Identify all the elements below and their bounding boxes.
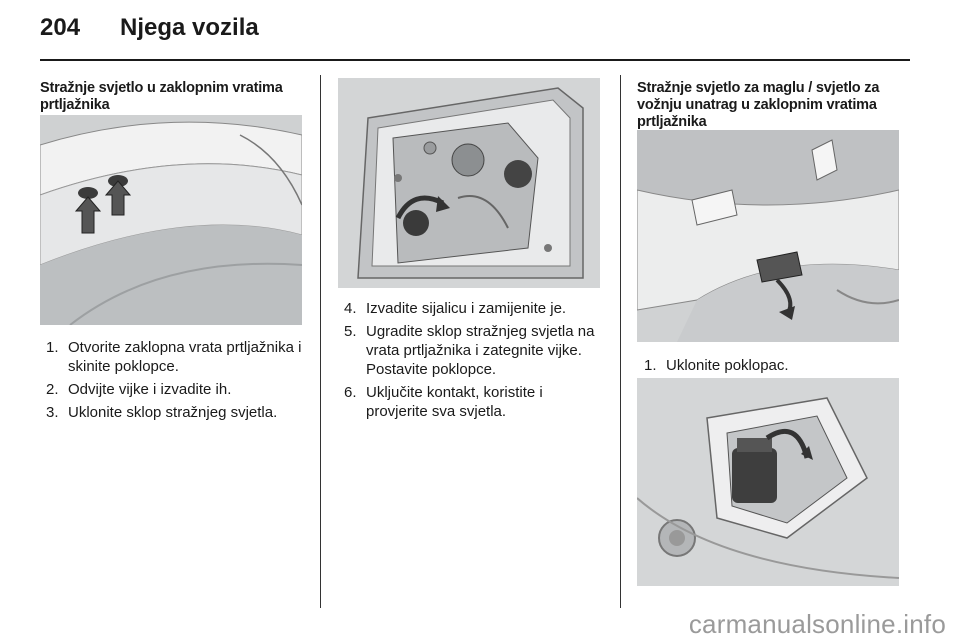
page-header (40, 14, 259, 50)
list-item: 1. Uklonite poklopac. (644, 357, 789, 374)
step-list-column3 (644, 356, 906, 379)
section-heading-fog-reverse-light: Stražnje svjetlo za maglu / svjetlo za vožnju unatrag u zaklopnim vratima prtljažnika (637, 80, 880, 130)
illustration-tailgate-cover-removal (637, 130, 899, 342)
list-item: 3. Uklonite sklop stražnjeg svjetla. (46, 404, 278, 421)
chapter-title: Njega vozila (120, 14, 259, 41)
watermark: carmanualsonline.info (688, 609, 946, 639)
illustration-light-assembly (338, 78, 600, 288)
step-list-column2 (344, 299, 608, 425)
illustration-bulb-removal (637, 378, 899, 586)
section-heading-tail-light: Stražnje svjetlo u zaklopnim vratima prtljažnika (40, 80, 283, 113)
column-divider-1 (320, 75, 321, 608)
illustration-tailgate-covers (40, 115, 302, 325)
step-list-column1 (46, 338, 308, 426)
list-item: 4. Izvadite sijalicu i zamijenite je. (344, 300, 567, 317)
column-divider-2 (620, 75, 621, 608)
list-item: 1. Otvorite zaklopna vrata prtljažnika i skinite poklopce. (46, 339, 302, 375)
list-item: 6. Uključite kontakt, koristite i provjerite sva svjetla. (344, 384, 543, 420)
page-number: 204 (40, 14, 81, 41)
list-item: 2. Odvijte vijke i izvadite ih. (46, 381, 232, 398)
header-rule (40, 59, 910, 61)
list-item: 5. Ugradite sklop stražnjeg svjetla na vrata prtljažnika i zategnite vijke. Postavite poklopce. (344, 323, 595, 378)
